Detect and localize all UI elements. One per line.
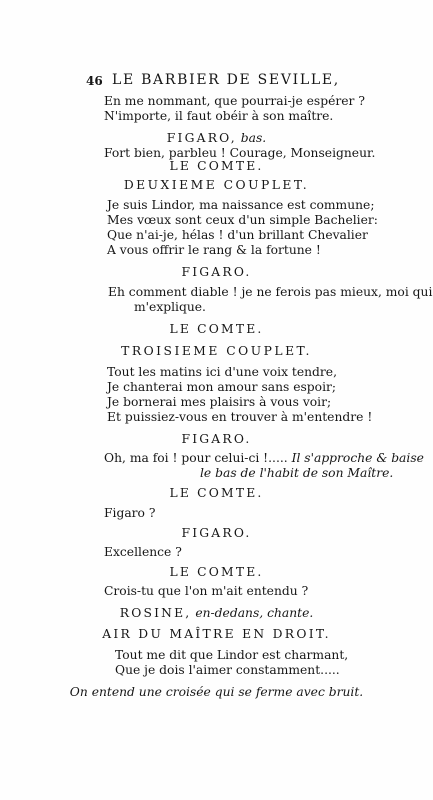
speaker-name: LE COMTE. [169,322,264,336]
speaker-name: FIGARO, [166,131,237,145]
verse-line: Je chanterai mon amour sans espoir; [107,380,337,394]
speaker-name: FIGARO. [181,526,252,540]
dialogue-line: Figaro ? [104,506,156,520]
stage-direction: On entend une croisée qui se ferme avec bruit. [69,685,364,699]
dialogue-line: Excellence ? [104,545,182,559]
speaker-line [0,131,433,145]
section-heading: DEUXIEME COUPLET. [123,178,310,192]
stage-direction: en-dedans, chante. [195,606,314,620]
verse-line: Que je dois l'aimer constamment..... [115,663,340,677]
verse-line: Tout me dit que Lindor est charmant, [115,648,349,662]
verse-line: A vous offrir le rang & la fortune ! [107,243,321,257]
stage-direction: bas. [240,131,267,145]
verse-line: N'importe, il faut obéir à son maître. [104,109,334,123]
verse-line: Tout les matins ici d'une voix tendre, [107,365,337,379]
speaker-name: FIGARO. [181,432,252,446]
verse-line: En me nommant, que pourrai-je espérer ? [104,94,365,108]
verse-line: Je suis Lindor, ma naissance est commune; [107,198,375,212]
stage-direction: le bas de l'habit de son Maître. [200,466,394,480]
verse-line: Je bornerai mes plaisirs à vous voir; [107,395,332,409]
verse-line: Mes vœux sont ceux d'un simple Bachelier: [107,213,378,227]
verse-line: Et puissiez-vous en trouver à m'entendre ! [107,410,373,424]
speaker-name: LE COMTE. [169,486,264,500]
speaker-line [0,606,433,620]
dialogue-line: m'explique. [134,300,206,314]
stage-direction: Il s'approche & baise [291,451,424,465]
dialogue-line: Crois-tu que l'on m'ait entendu ? [104,584,309,598]
running-head: LE BARBIER DE SEVILLE, [112,72,340,88]
speaker-name: ROSINE, [119,606,192,620]
speaker-name: LE COMTE. [169,565,264,579]
verse-line: Que n'ai-je, hélas ! d'un brillant Chevalier [107,228,368,242]
dialogue-line [104,451,424,465]
speaker-name: FIGARO. [181,265,252,279]
speaker-name: LE COMTE. [169,159,264,173]
section-heading: AIR DU MAÎTRE EN DROIT. [102,627,331,641]
dialogue-line: Eh comment diable ! je ne ferois pas mieux, moi qui [108,285,433,299]
section-heading: TROISIEME COUPLET. [121,344,312,358]
dialogue-line: Fort bien, parbleu ! Courage, Monseigneur. [104,146,376,160]
page-number: 46 [86,74,103,88]
dialogue-text: Oh, ma foi ! pour celui-ci !..... [104,451,288,465]
